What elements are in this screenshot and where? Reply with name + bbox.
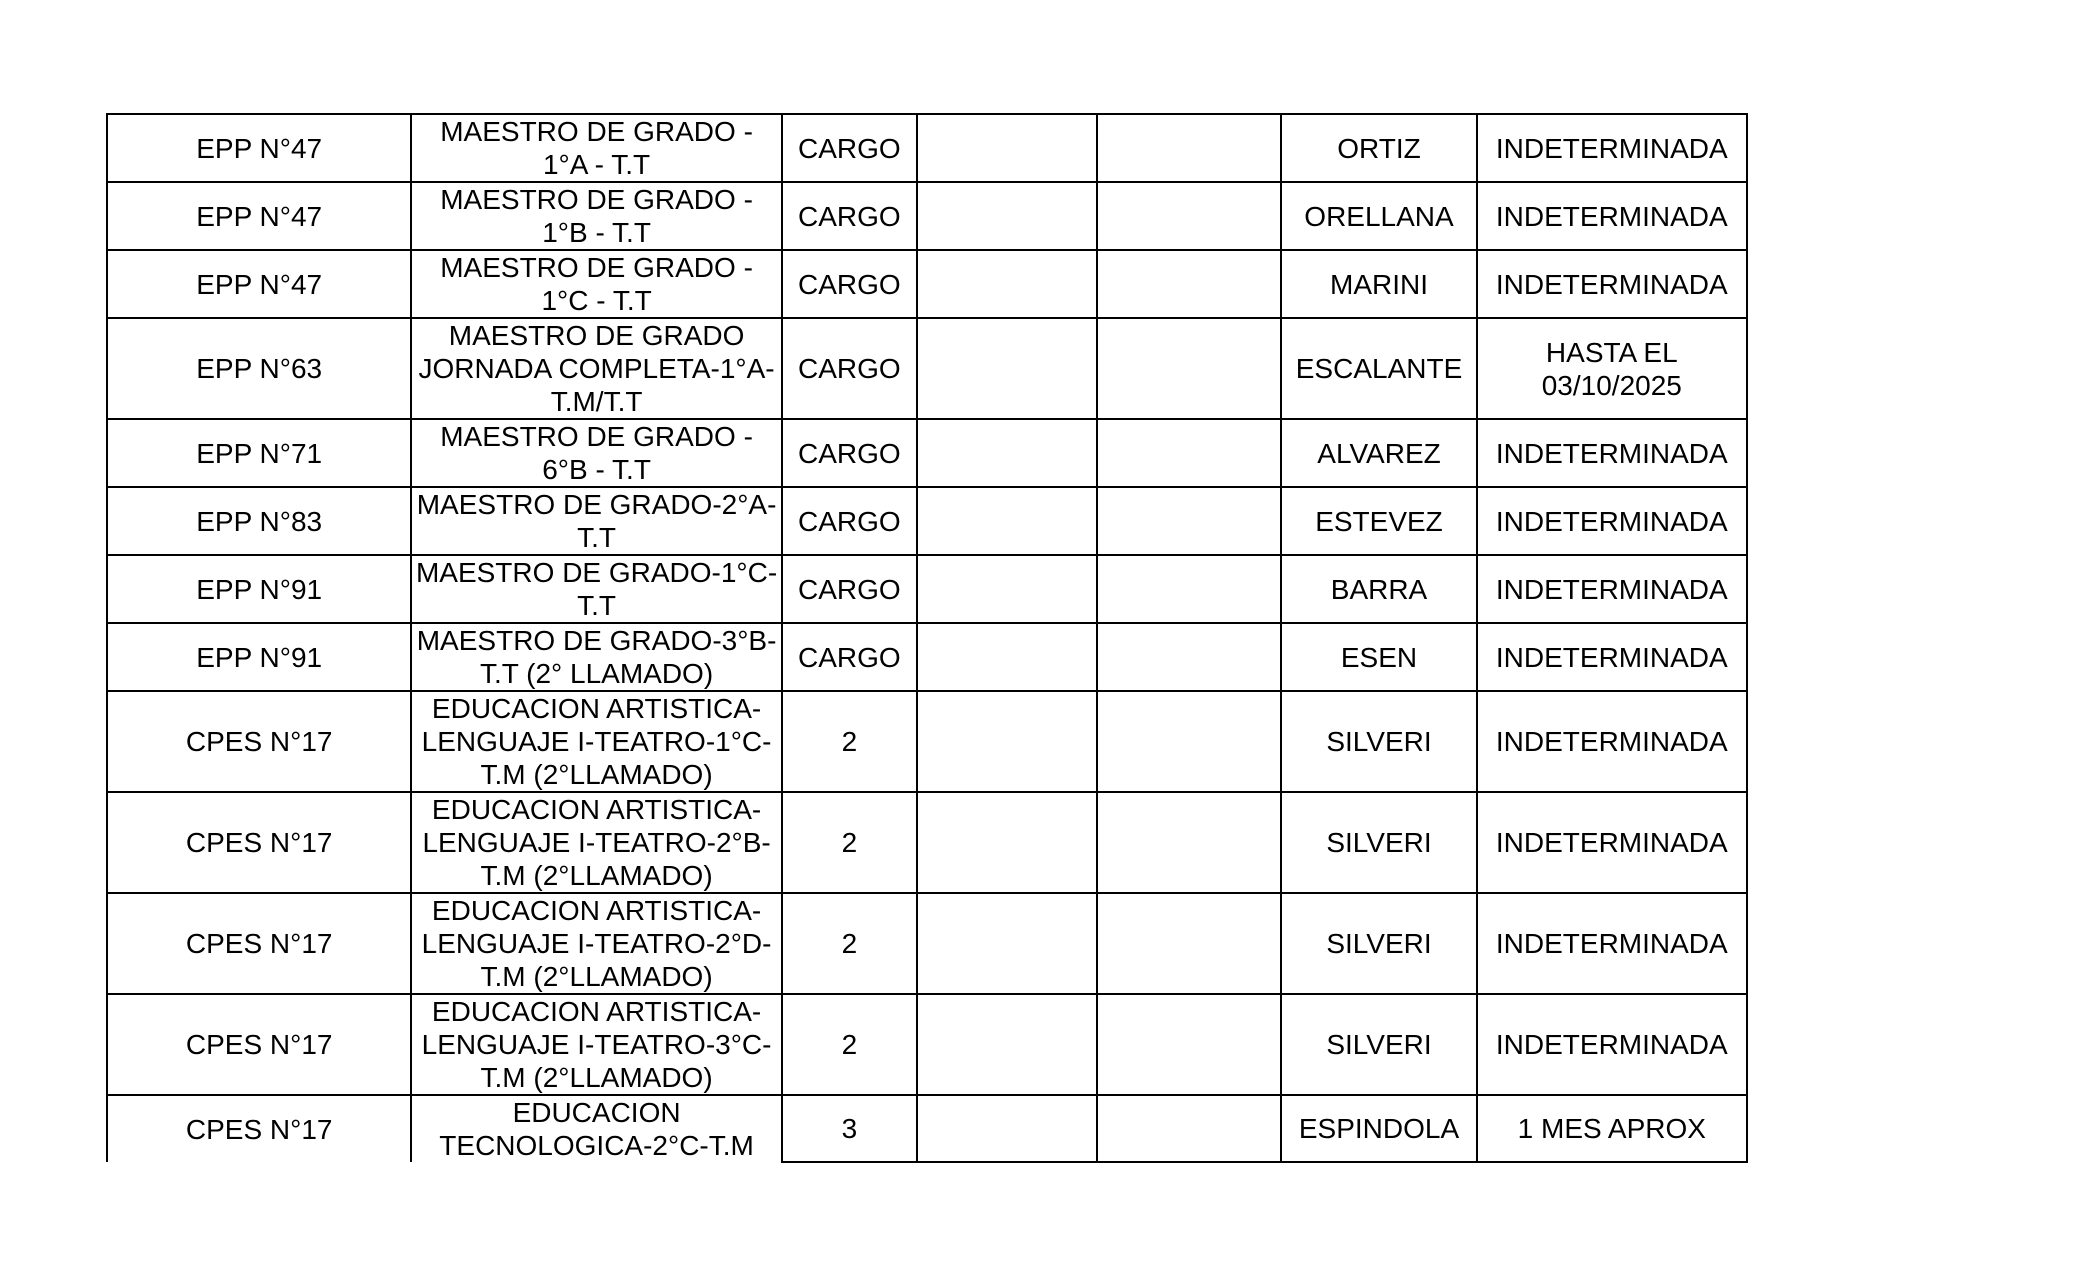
- empty-cell: [917, 623, 1097, 691]
- hours-cell: 3: [782, 1095, 917, 1162]
- table-row: [107, 250, 1747, 318]
- subject-cell: MAESTRO DE GRADO - 1°A - T.T: [411, 114, 781, 182]
- duration-cell: INDETERMINADA: [1477, 691, 1747, 792]
- hours-cell: CARGO: [782, 250, 917, 318]
- subject-cell: EDUCACION TECNOLOGICA-2°C-T.M: [411, 1095, 781, 1162]
- duration-cell: INDETERMINADA: [1477, 623, 1747, 691]
- table-row: [107, 182, 1747, 250]
- hours-cell: CARGO: [782, 318, 917, 419]
- subject-cell: MAESTRO DE GRADO - 1°B - T.T: [411, 182, 781, 250]
- name-cell: SILVERI: [1281, 691, 1476, 792]
- duration-cell: INDETERMINADA: [1477, 487, 1747, 555]
- hours-cell: 2: [782, 792, 917, 893]
- duration-cell: INDETERMINADA: [1477, 250, 1747, 318]
- empty-cell: [1097, 893, 1281, 994]
- empty-cell: [917, 893, 1097, 994]
- school-cell: EPP N°47: [107, 114, 411, 182]
- table-row: [107, 893, 1747, 994]
- school-cell: EPP N°91: [107, 623, 411, 691]
- empty-cell: [1097, 691, 1281, 792]
- empty-cell: [1097, 250, 1281, 318]
- empty-cell: [917, 555, 1097, 623]
- empty-cell: [1097, 792, 1281, 893]
- subject-cell: EDUCACION ARTISTICA-LENGUAJE I-TEATRO-1°C-T.M (2°LLAMADO): [411, 691, 781, 792]
- school-cell: CPES N°17: [107, 994, 411, 1095]
- subject-cell: MAESTRO DE GRADO-2°A-T.T: [411, 487, 781, 555]
- subject-cell: EDUCACION ARTISTICA-LENGUAJE I-TEATRO-2°D-T.M (2°LLAMADO): [411, 893, 781, 994]
- empty-cell: [1097, 994, 1281, 1095]
- empty-cell: [917, 250, 1097, 318]
- empty-cell: [1097, 182, 1281, 250]
- duration-cell: 1 MES APROX: [1477, 1095, 1747, 1162]
- school-cell: EPP N°47: [107, 182, 411, 250]
- empty-cell: [917, 994, 1097, 1095]
- vacancy-table: [106, 113, 1748, 1163]
- name-cell: ALVAREZ: [1281, 419, 1476, 487]
- duration-cell: INDETERMINADA: [1477, 555, 1747, 623]
- hours-cell: 2: [782, 994, 917, 1095]
- empty-cell: [1097, 318, 1281, 419]
- table-row: [107, 487, 1747, 555]
- empty-cell: [1097, 419, 1281, 487]
- table-row: [107, 555, 1747, 623]
- duration-cell: INDETERMINADA: [1477, 419, 1747, 487]
- school-cell: EPP N°63: [107, 318, 411, 419]
- name-cell: SILVERI: [1281, 994, 1476, 1095]
- name-cell: MARINI: [1281, 250, 1476, 318]
- school-cell: EPP N°71: [107, 419, 411, 487]
- duration-cell: INDETERMINADA: [1477, 792, 1747, 893]
- duration-cell: HASTA EL 03/10/2025: [1477, 318, 1747, 419]
- name-cell: BARRA: [1281, 555, 1476, 623]
- empty-cell: [917, 419, 1097, 487]
- table-row: [107, 1095, 1747, 1162]
- school-cell: EPP N°83: [107, 487, 411, 555]
- empty-cell: [917, 487, 1097, 555]
- school-cell: CPES N°17: [107, 691, 411, 792]
- subject-cell: EDUCACION ARTISTICA-LENGUAJE I-TEATRO-2°B-T.M (2°LLAMADO): [411, 792, 781, 893]
- subject-cell: MAESTRO DE GRADO - 1°C - T.T: [411, 250, 781, 318]
- table-row: [107, 114, 1747, 182]
- school-cell: CPES N°17: [107, 893, 411, 994]
- name-cell: SILVERI: [1281, 893, 1476, 994]
- name-cell: ESPINDOLA: [1281, 1095, 1476, 1162]
- empty-cell: [1097, 1095, 1281, 1162]
- subject-cell: MAESTRO DE GRADO-3°B-T.T (2° LLAMADO): [411, 623, 781, 691]
- empty-cell: [917, 1095, 1097, 1162]
- empty-cell: [917, 792, 1097, 893]
- empty-cell: [1097, 623, 1281, 691]
- hours-cell: CARGO: [782, 555, 917, 623]
- duration-cell: INDETERMINADA: [1477, 893, 1747, 994]
- hours-cell: CARGO: [782, 623, 917, 691]
- name-cell: ESTEVEZ: [1281, 487, 1476, 555]
- hours-cell: CARGO: [782, 487, 917, 555]
- empty-cell: [917, 182, 1097, 250]
- table-row: [107, 691, 1747, 792]
- subject-cell: MAESTRO DE GRADO JORNADA COMPLETA-1°A-T.M/T.T: [411, 318, 781, 419]
- name-cell: ESCALANTE: [1281, 318, 1476, 419]
- name-cell: ORTIZ: [1281, 114, 1476, 182]
- table-row: [107, 623, 1747, 691]
- subject-cell: MAESTRO DE GRADO - 6°B - T.T: [411, 419, 781, 487]
- name-cell: ESEN: [1281, 623, 1476, 691]
- empty-cell: [917, 114, 1097, 182]
- name-cell: SILVERI: [1281, 792, 1476, 893]
- school-cell: CPES N°17: [107, 1095, 411, 1162]
- table-row: [107, 419, 1747, 487]
- duration-cell: INDETERMINADA: [1477, 182, 1747, 250]
- empty-cell: [1097, 555, 1281, 623]
- table-row: [107, 318, 1747, 419]
- duration-cell: INDETERMINADA: [1477, 114, 1747, 182]
- empty-cell: [1097, 114, 1281, 182]
- subject-cell: MAESTRO DE GRADO-1°C-T.T: [411, 555, 781, 623]
- empty-cell: [917, 318, 1097, 419]
- empty-cell: [917, 691, 1097, 792]
- hours-cell: CARGO: [782, 114, 917, 182]
- hours-cell: 2: [782, 691, 917, 792]
- school-cell: CPES N°17: [107, 792, 411, 893]
- table-row: [107, 994, 1747, 1095]
- school-cell: EPP N°47: [107, 250, 411, 318]
- table-row: [107, 792, 1747, 893]
- hours-cell: 2: [782, 893, 917, 994]
- empty-cell: [1097, 487, 1281, 555]
- name-cell: ORELLANA: [1281, 182, 1476, 250]
- subject-cell: EDUCACION ARTISTICA-LENGUAJE I-TEATRO-3°C-T.M (2°LLAMADO): [411, 994, 781, 1095]
- school-cell: EPP N°91: [107, 555, 411, 623]
- hours-cell: CARGO: [782, 182, 917, 250]
- hours-cell: CARGO: [782, 419, 917, 487]
- duration-cell: INDETERMINADA: [1477, 994, 1747, 1095]
